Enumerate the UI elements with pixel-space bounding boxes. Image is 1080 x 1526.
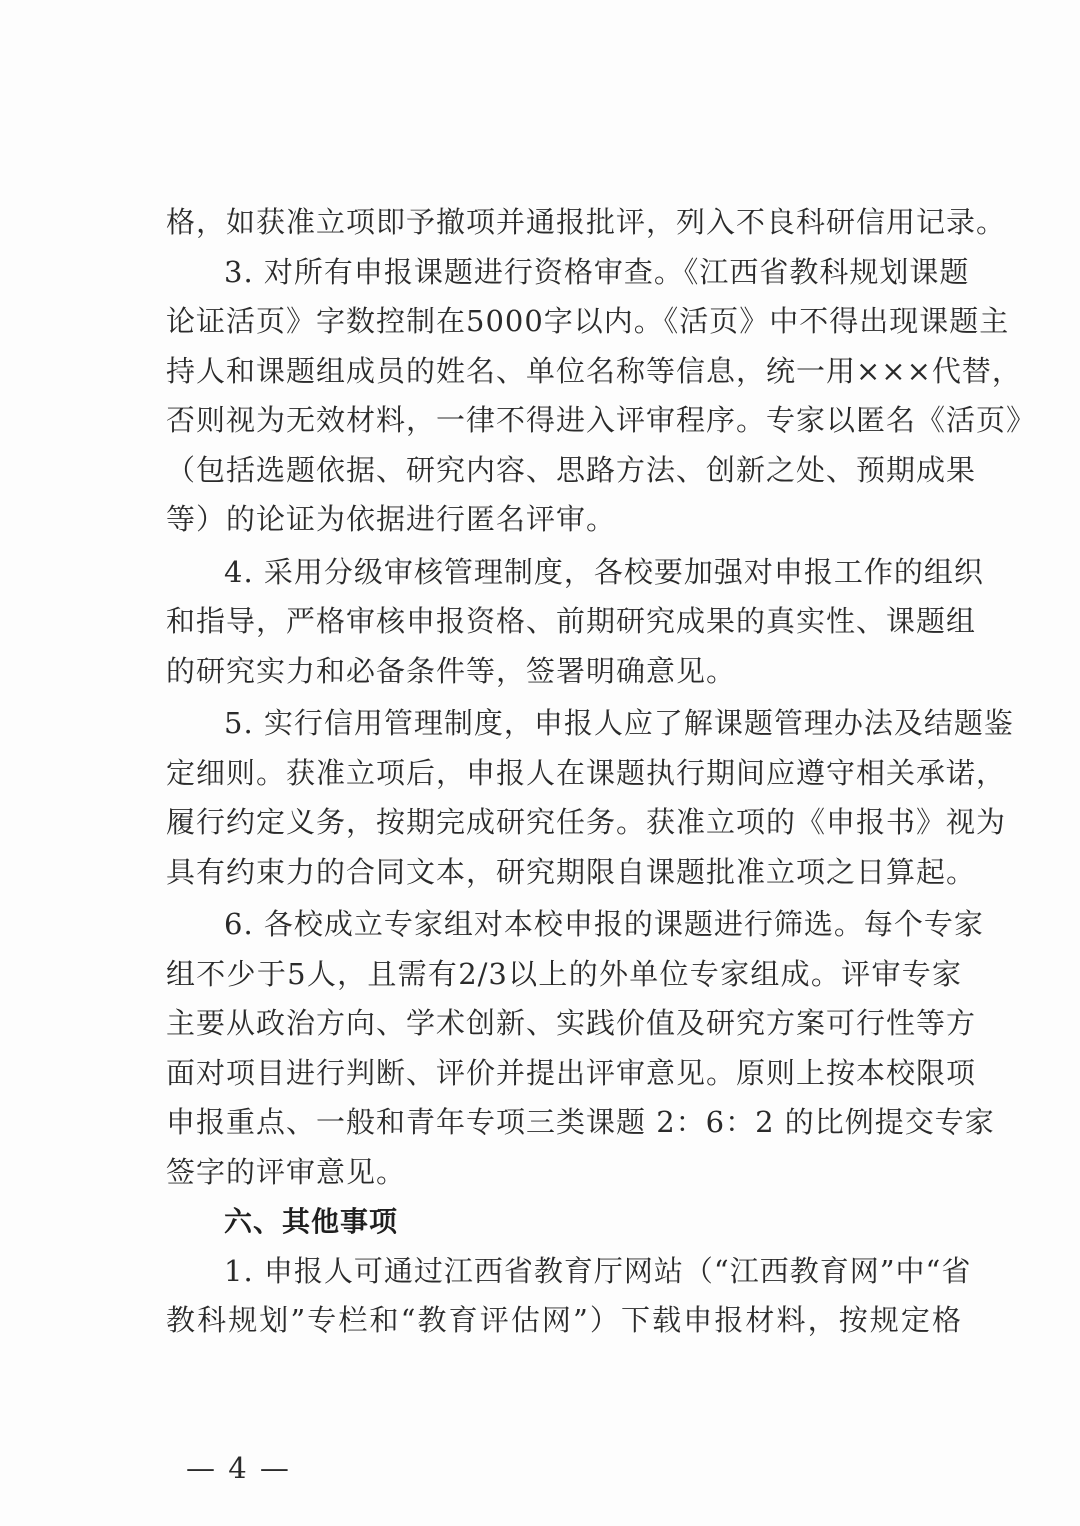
text-line: 和指导，严格审核申报资格、前期研究成果的真实性、课题组 <box>166 604 977 638</box>
text-line: 组不少于5人，且需有2/3以上的外单位专家组成。评审专家 <box>166 956 962 991</box>
text-line: 申报重点、一般和青年专项三类课题 2：6：2 的比例提交专家 <box>166 1105 995 1139</box>
text-line: 5. 实行信用管理制度，申报人应了解课题管理办法及结题鉴 <box>224 706 1014 740</box>
text-line: 的研究实力和必备条件等，签署明确意见。 <box>166 653 737 688</box>
text-line: 格，如获准立项即予撤项并通报批评，列入不良科研信用记录。 <box>166 205 1007 239</box>
text-line: 否则视为无效材料，一律不得进入评审程序。专家以匿名《活页》 <box>166 403 1037 437</box>
text-line: 6. 各校成立专家组对本校申报的课题进行筛选。每个专家 <box>224 907 984 941</box>
text-line: 教科规划”专栏和“教育评估网”）下载申报材料，按规定格 <box>166 1303 962 1337</box>
text-line: 4. 采用分级审核管理制度，各校要加强对申报工作的组织 <box>224 554 984 589</box>
text-line: 3. 对所有申报课题进行资格审查。《江西省教科规划课题 <box>224 254 970 289</box>
page-number: — 4 — <box>186 1451 291 1485</box>
text-line: 1. 申报人可通过江西省教育厅网站（“江西教育网”中“省 <box>224 1253 972 1288</box>
text-line: 持人和课题组成员的姓名、单位名称等信息，统一用×××代替， <box>166 353 1022 388</box>
text-line: 具有约束力的合同文本，研究期限自课题批准立项之日算起。 <box>166 854 977 889</box>
section-heading: 六、其他事项 <box>224 1205 399 1238</box>
text-line: 等）的论证为依据进行匿名评审。 <box>166 502 617 536</box>
text-line: 论证活页》字数控制在5000字以内。《活页》中不得出现课题主 <box>166 304 1010 338</box>
text-line: 定细则。获准立项后，申报人在课题执行期间应遵守相关承诺， <box>166 755 1007 790</box>
text-line: （包括选题依据、研究内容、思路方法、创新之处、预期成果 <box>166 452 977 487</box>
text-line: 面对项目进行判断、评价并提出评审意见。原则上按本校限项 <box>166 1055 977 1090</box>
text-line: 签字的评审意见。 <box>166 1154 407 1189</box>
text-line: 履行约定义务，按期完成研究任务。获准立项的《申报书》视为 <box>166 805 1007 839</box>
document-body <box>166 198 1037 1346</box>
text-line: 主要从政治方向、学术创新、实践价值及研究方案可行性等方 <box>166 1006 977 1040</box>
